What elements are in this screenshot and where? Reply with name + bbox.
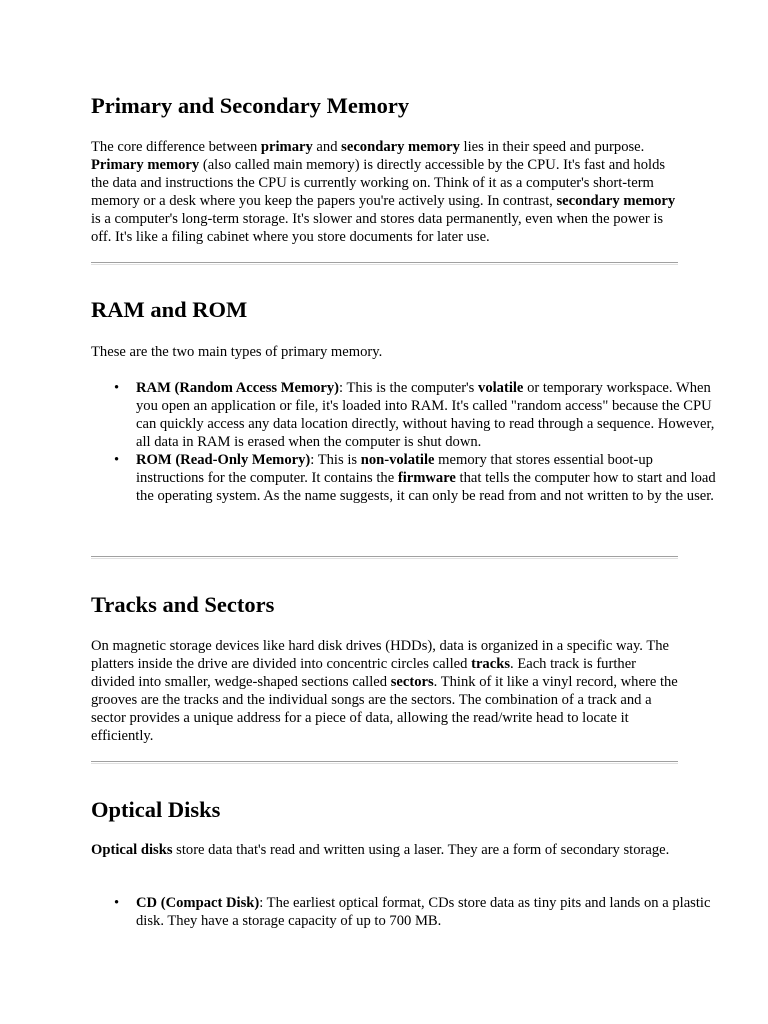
paragraph-tracks-sectors: On magnetic storage devices like hard disk drives (HDDs), data is organized in a specific way. The platters inside the drive are divided into concentric circles called tracks. Each track is further divided into smaller, wedge-shaped sections called sectors. Think of it like a vinyl record, where the grooves are the tracks and the individual songs are the sectors. The combination of a track and a sector provides a unique address for a piece of data, allowing the read/write head to locate it efficiently. — [91, 638, 678, 744]
list-item-ram: • RAM (Random Access Memory): This is the computer's volatile or temporary workspace. When you open an application or file, it's loaded into RAM. It's called "random access" because the CPU can quickly access any data location directly, without having to read through a sequence. However, all data in RAM is erased when the computer is shut down. — [136, 379, 723, 451]
section-divider — [91, 761, 678, 764]
paragraph-primary-secondary: The core difference between primary and secondary memory lies in their speed and purpose. Primary memory (also called main memory) is directly accessible by the CPU. It's fast and holds the data and instructions the CPU is currently working on. Think of it as a computer's short-term memory or a desk where you keep the papers you're actively using. In contrast, secondary memory is a computer's long-term storage. It's slower and stores data permanently, even when the power is off. It's like a filing cabinet where you store documents for later use. — [91, 139, 676, 245]
list-item-rom: • ROM (Read-Only Memory): This is non-volatile memory that stores essential boot-up instructions for the computer. It contains the firmware that tells the computer how to start and load the operating system. As the name suggests, it can only be read from and not written to by the user. — [136, 451, 723, 505]
heading-tracks-sectors: Tracks and Sectors — [91, 592, 275, 617]
section-divider — [91, 556, 678, 559]
optical-disks-list — [91, 894, 723, 930]
heading-ram-rom: RAM and ROM — [91, 297, 248, 322]
paragraph-optical-disks: Optical disks store data that's read and written using a laser. They are a form of secondary storage. — [91, 842, 670, 858]
heading-optical-disks: Optical Disks — [91, 797, 221, 822]
ram-rom-list — [91, 379, 723, 505]
heading-primary-secondary-memory: Primary and Secondary Memory — [91, 93, 410, 118]
list-item-cd: • CD (Compact Disk): The earliest optical format, CDs store data as tiny pits and lands on a plastic disk. They have a storage capacity of up to 700 MB. — [136, 894, 723, 930]
section-divider — [91, 262, 678, 265]
paragraph-ram-rom-intro: These are the two main types of primary memory. — [91, 344, 383, 360]
